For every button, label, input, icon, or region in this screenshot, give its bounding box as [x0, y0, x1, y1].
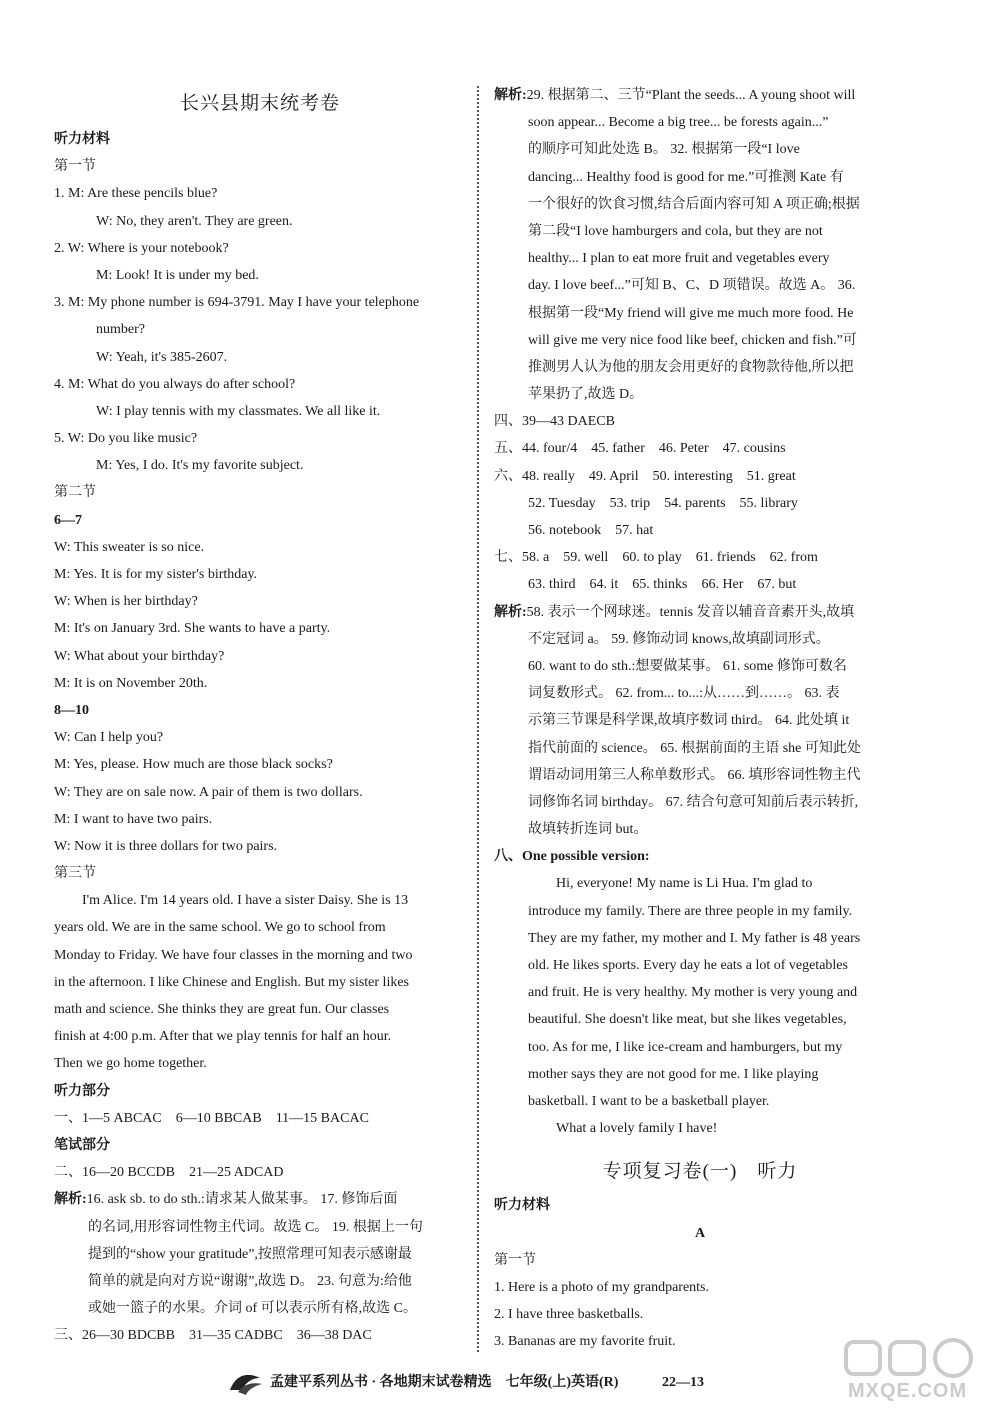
analysis-label: 解析:: [494, 604, 527, 620]
analysis-text: 58. 表示一个网球迷。tennis 发音以辅音音素开头,故填: [526, 604, 855, 620]
dialog-line: M: Yes, please. How much are those black socks?: [54, 757, 333, 773]
dialog-line: 4. M: What do you always do after school?: [54, 376, 296, 392]
analysis-line: 一个很好的饮食习惯,结合后面内容可知 A 项正确;根据: [528, 196, 860, 212]
analysis-line: 第二段“I love hamburgers and cola, but they are not: [528, 223, 823, 239]
passage-line: years old. We are in the same school. We go to school from: [54, 920, 386, 936]
essay-line: old. He likes sports. Every day he eats a lot of vegetables: [528, 958, 848, 973]
passage-line: I'm Alice. I'm 14 years old. I have a sister Daisy. She is 13: [82, 893, 409, 909]
answer-line: 七、58. a 59. well 60. to play 61. friends 62. from: [494, 550, 818, 566]
dialog-line: 1. M: Are these pencils blue?: [54, 186, 218, 202]
exam-title: 长兴县期末统考卷: [179, 93, 340, 114]
analysis-line: [54, 1186, 466, 1213]
watermark: [838, 1336, 988, 1406]
review-title: 专项复习卷(一) 听力: [602, 1161, 798, 1183]
analysis-line: 词复数形式。 62. from... to...:从……到……。 63. 表: [528, 686, 840, 702]
analysis-line: 简单的就是向对方说“谢谢”,故选 D。 23. 句意为:给他: [88, 1273, 412, 1289]
column-divider: [477, 86, 479, 1352]
analysis-line: 的顺序可知此处选 B。 32. 根据第一段“I love: [528, 142, 800, 158]
question-range: 6—7: [54, 512, 82, 528]
dialog-line: W: Yeah, it's 385-2607.: [96, 349, 228, 365]
analysis-line: [494, 599, 906, 626]
analysis-line: soon appear... Become a big tree... be forests again...”: [528, 115, 829, 131]
passage-line: math and science. She thinks they are great fun. Our classes: [54, 1002, 390, 1017]
dialog-line: W: I play tennis with my classmates. We all like it.: [96, 403, 381, 419]
answer-line: 52. Tuesday 53. trip 54. parents 55. library: [528, 495, 798, 511]
answer-line: 三、26—30 BDCBB 31—35 CADBC 36—38 DAC: [54, 1328, 372, 1344]
section-heading: 第一节: [54, 159, 96, 175]
part-heading: 听力部分: [54, 1083, 110, 1099]
sentence-line: 2. I have three basketballs.: [494, 1307, 644, 1323]
analysis-line: dancing... Healthy food is good for me.”可推测 Kate 有: [528, 169, 844, 185]
essay-line: beautiful. She doesn't like meat, but she likes vegetables,: [528, 1012, 847, 1028]
sentence-line: 3. Bananas are my favorite fruit.: [494, 1334, 676, 1350]
essay-line: What a lovely family I have!: [556, 1121, 718, 1137]
dialog-line: number?: [96, 322, 145, 338]
dialog-line: W: Now it is three dollars for two pairs.: [54, 838, 278, 854]
analysis-line: 根据第一段“My friend will give me much more food. He: [528, 305, 854, 321]
essay-line: They are my father, my mother and I. My father is 48 years: [528, 930, 861, 946]
answer-line: 四、39—43 DAECB: [494, 414, 615, 430]
analysis-line: day. I love beef...”可知 B、C、D 项错误。故选 A。 36.: [528, 278, 856, 294]
dialog-line: M: It is on November 20th.: [54, 675, 208, 691]
analysis-line: 示第三节课是科学课,故填序数词 third。 64. 此处填 it: [528, 713, 850, 729]
dialog-line: 2. W: Where is your notebook?: [54, 240, 229, 256]
dialog-line: W: This sweater is so nice.: [54, 539, 205, 555]
section-heading: 第二节: [54, 485, 96, 501]
essay-line: Hi, everyone! My name is Li Hua. I'm glad to: [556, 876, 813, 892]
dialog-line: W: When is her birthday?: [54, 594, 198, 610]
answer-line: 六、48. really 49. April 50. interesting 51. great: [494, 468, 796, 484]
question-range: 8—10: [54, 702, 89, 718]
dialog-line: W: Can I help you?: [54, 730, 164, 746]
left-column: [54, 82, 466, 1349]
dialog-line: W: They are on sale now. A pair of them is two dollars.: [54, 784, 363, 800]
answer-line: 63. third 64. it 65. thinks 66. Her 67. but: [528, 577, 797, 593]
passage-line: Then we go home together.: [54, 1056, 207, 1072]
analysis-label: 解析:: [54, 1192, 87, 1208]
section-heading: 第三节: [54, 866, 96, 882]
dialog-line: 5. W: Do you like music?: [54, 431, 198, 447]
answer-line: 一、1—5 ABCAC 6—10 BBCAB 11—15 BACAC: [54, 1110, 369, 1126]
dialog-line: M: Yes, I do. It's my favorite subject.: [96, 458, 304, 474]
listening-material-heading: 听力材料: [494, 1198, 550, 1214]
essay-line: and fruit. He is very healthy. My mother is very young and: [528, 985, 858, 1001]
analysis-line: will give me very nice food like beef, chicken and fish.”可: [528, 332, 857, 348]
analysis-label: 解析:: [494, 88, 527, 103]
passage-line: in the afternoon. I like Chinese and English. But my sister likes: [54, 974, 409, 990]
dialog-line: W: No, they aren't. They are green.: [96, 213, 293, 229]
analysis-line: 60. want to do sth.:想要做某事。 61. some 修饰可数名: [528, 658, 847, 674]
part-label: A: [694, 1225, 706, 1241]
dialog-line: M: It's on January 3rd. She wants to have a party.: [54, 621, 331, 637]
part-heading: 笔试部分: [54, 1137, 110, 1153]
analysis-text: 16. ask sb. to do sth.:请求某人做某事。 17. 修饰后面: [86, 1192, 398, 1208]
analysis-line: 提到的“show your gratitude”,按照常理可知表示感谢最: [88, 1246, 412, 1262]
essay-line: introduce my family. There are three people in my family.: [528, 903, 853, 919]
answer-line: 五、44. four/4 45. father 46. Peter 47. cousins: [494, 441, 786, 457]
analysis-text: 29. 根据第二、三节“Plant the seeds... A young shoot will: [526, 88, 856, 103]
section-heading: 第一节: [494, 1252, 536, 1268]
dialog-line: M: Look! It is under my bed.: [96, 267, 259, 283]
analysis-line: 推测男人认为他的朋友会用更好的食物款待他,所以把: [528, 359, 854, 375]
dialog-line: W: What about your birthday?: [54, 648, 225, 664]
analysis-line: 或她一篮子的水果。介词 of 可以表示所有格,故选 C。: [88, 1301, 417, 1317]
analysis-line: 指代前面的 science。 65. 根据前面的主语 she 可知此处: [528, 740, 861, 756]
passage-line: finish at 4:00 p.m. After that we play tennis for half an hour.: [54, 1029, 392, 1045]
publisher-logo-icon: [226, 1368, 266, 1398]
analysis-line: 词修饰名词 birthday。 67. 结合句意可知前后表示转折,: [528, 794, 859, 810]
essay-line: basketball. I want to be a basketball player.: [528, 1093, 770, 1109]
analysis-line: 苹果扔了,故选 D。: [528, 387, 644, 403]
answer-line: 二、16—20 BCCDB 21—25 ADCAD: [54, 1165, 284, 1181]
listening-material-heading: 听力材料: [54, 132, 110, 147]
answer-line: 56. notebook 57. hat: [528, 523, 654, 538]
essay-line: mother says they are not good for me. I like playing: [528, 1066, 819, 1082]
analysis-line: 不定冠词 a。 59. 修饰动词 knows,故填副词形式。: [528, 631, 830, 647]
analysis-line: 谓语动词用第三人称单数形式。 66. 填形容词性物主代: [528, 767, 861, 783]
writing-heading: 八、One possible version:: [494, 849, 650, 865]
watermark-text: MXQE.COM: [848, 1380, 968, 1402]
passage-line: Monday to Friday. We have four classes in the morning and two: [54, 947, 413, 963]
analysis-line: 故填转折连词 but。: [528, 822, 648, 838]
dialog-line: M: I want to have two pairs.: [54, 811, 213, 827]
analysis-line: healthy... I plan to eat more fruit and vegetables every: [528, 251, 830, 267]
footer-series-title: 孟建平系列丛书 · 各地期末试卷精选 七年级(上)英语(R): [270, 1375, 619, 1390]
dialog-line: 3. M: My phone number is 694-3791. May I have your telephone: [54, 295, 420, 311]
page-number: 22—13: [662, 1375, 704, 1390]
analysis-line: 的名词,用形容词性物主代词。故选 C。 19. 根据上一句: [88, 1219, 423, 1235]
sentence-line: 1. Here is a photo of my grandparents.: [494, 1279, 709, 1295]
essay-line: too. As for me, I like ice-cream and hamburgers, but my: [528, 1039, 843, 1055]
analysis-line: [494, 82, 906, 109]
dialog-line: M: Yes. It is for my sister's birthday.: [54, 567, 258, 582]
watermark-logo-icon: [838, 1336, 988, 1380]
right-column: [494, 82, 906, 1355]
